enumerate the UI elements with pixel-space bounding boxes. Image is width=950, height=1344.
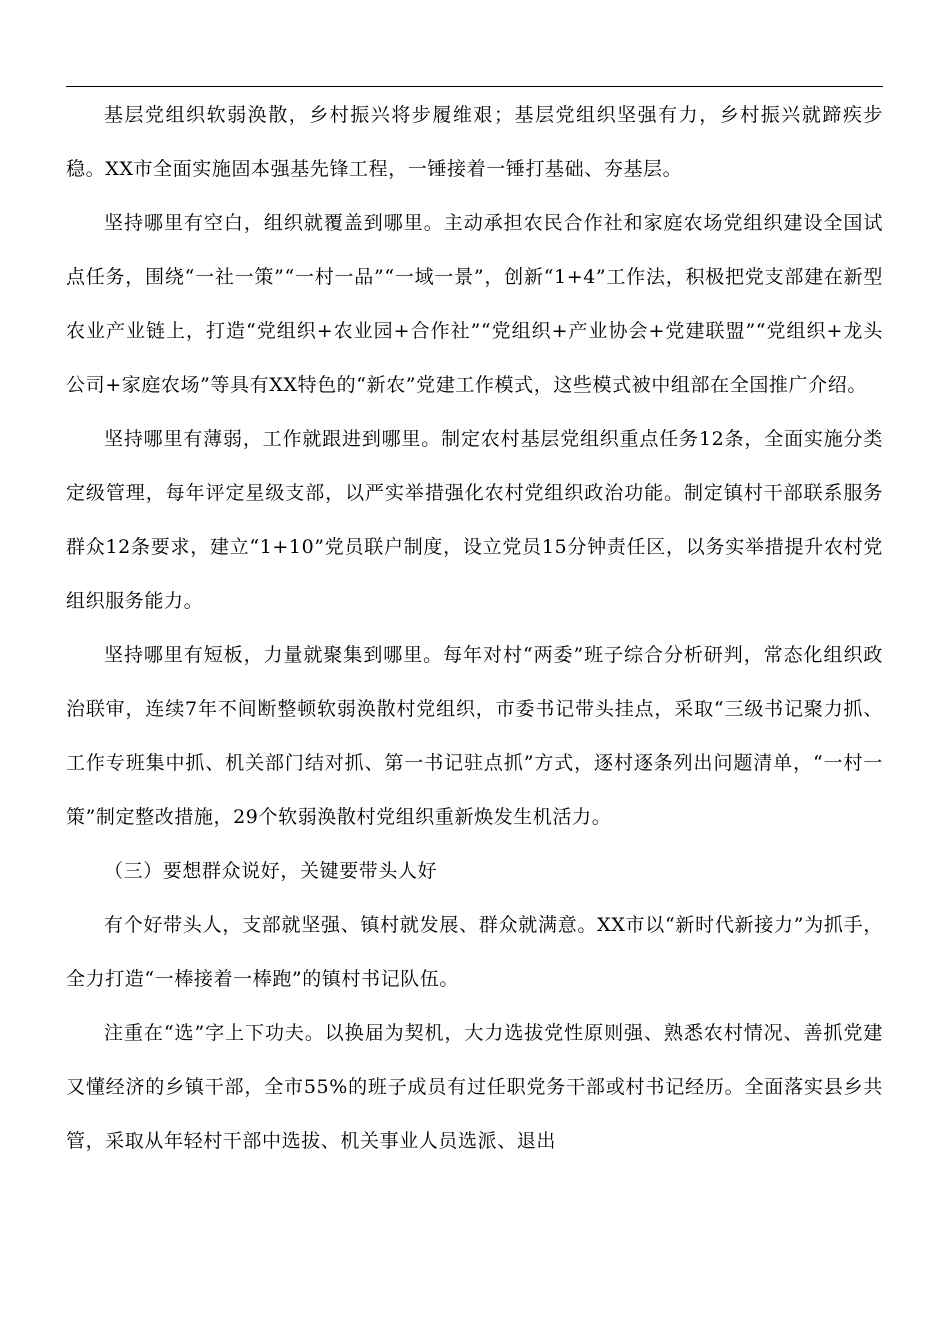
paragraph: 注重在“选”字上下功夫。以换届为契机，大力选拔党性原则强、熟悉农村情况、善抓党建又懂经济的乡镇干部，全市55%的班子成员有过任职党务干部或村书记经历。全面落实县乡共管，采取从年轻村干部中选拔、机关事业人员选派、退出 bbox=[66, 1022, 883, 1152]
paragraph: 坚持哪里有薄弱，工作就跟进到哪里。制定农村基层党组织重点任务12条，全面实施分类定级管理，每年评定星级支部，以严实举措强化农村党组织政治功能。制定镇村干部联系服务群众12条要求，建立“1+10”党员联户制度，设立党员15分钟责任区，以务实举措提升农村党组织服务能力。 bbox=[66, 428, 883, 612]
paragraph: 基层党组织软弱涣散，乡村振兴将步履维艰；基层党组织坚强有力，乡村振兴就蹄疾步稳。XX市全面实施固本强基先锋工程，一锤接着一锤打基础、夯基层。 bbox=[66, 104, 883, 180]
document-body bbox=[66, 88, 883, 1168]
section-heading: （三）要想群众说好，关键要带头人好 bbox=[104, 860, 438, 882]
paragraph: 坚持哪里有短板，力量就聚集到哪里。每年对村“两委”班子综合分析研判，常态化组织政治联审，连续7年不间断整顿软弱涣散村党组织，市委书记带头挂点，采取“三级书记聚力抓、工作专班集中抓、机关部门结对抓、第一书记驻点抓”方式，逐村逐条列出问题清单，“一村一策”制定整改措施，29个软弱涣散村党组织重新焕发生机活力。 bbox=[66, 644, 883, 828]
paragraph: 坚持哪里有空白，组织就覆盖到哪里。主动承担农民合作社和家庭农场党组织建设全国试点任务，围绕“一社一策”“一村一品”“一域一景”，创新“1+4”工作法，积极把党支部建在新型农业产业链上，打造“党组织+农业园+合作社”“党组织+产业协会+党建联盟”“党组织+龙头公司+家庭农场”等具有XX特色的“新农”党建工作模式，这些模式被中组部在全国推广介绍。 bbox=[66, 212, 883, 396]
header-rule bbox=[66, 86, 883, 87]
paragraph: 有个好带头人，支部就坚强、镇村就发展、群众就满意。XX市以“新时代新接力”为抓手，全力打造“一棒接着一棒跑”的镇村书记队伍。 bbox=[66, 914, 883, 990]
